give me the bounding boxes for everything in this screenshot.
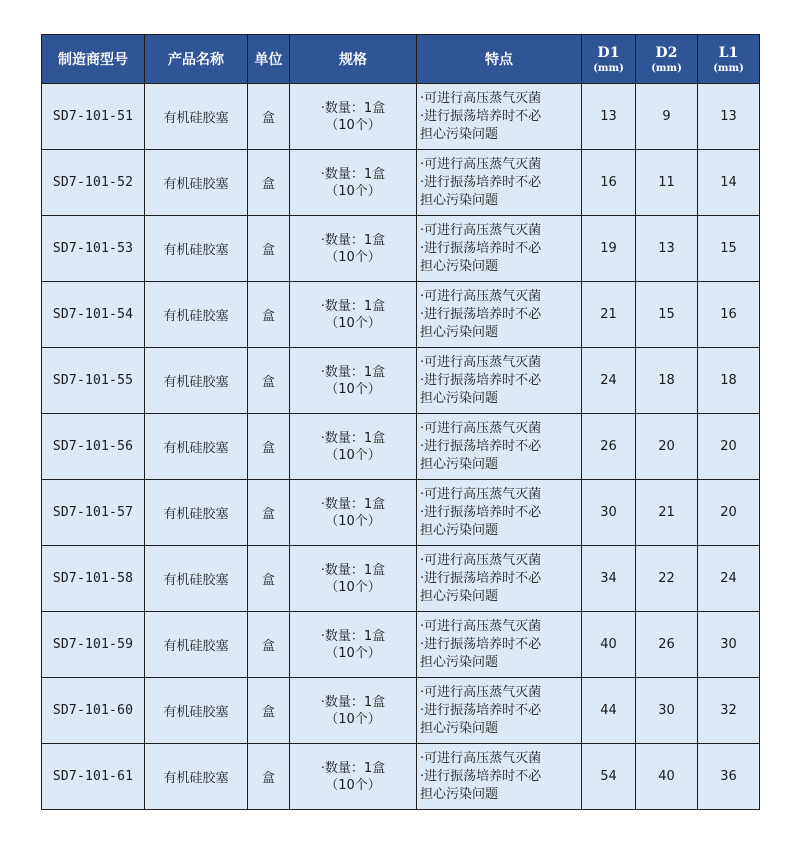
- feature-line-2: ·进行振荡培养时不必: [420, 174, 542, 190]
- cell-model: SD7-101-61: [42, 744, 145, 810]
- cell-d2: 9: [636, 84, 698, 150]
- cell-features: [417, 612, 582, 678]
- cell-model: SD7-101-55: [42, 348, 145, 414]
- cell-model: SD7-101-51: [42, 84, 145, 150]
- feature-line-2: ·进行振荡培养时不必: [420, 240, 542, 256]
- spec-quantity: ·数量：1盒: [320, 760, 386, 776]
- cell-d2: 26: [636, 612, 698, 678]
- cell-spec: [290, 150, 417, 216]
- cell-d2: 40: [636, 744, 698, 810]
- feature-line-2: ·进行振荡培养时不必: [420, 372, 542, 388]
- feature-line-2: ·进行振荡培养时不必: [420, 768, 542, 784]
- cell-product-name: 有机硅胶塞: [145, 744, 248, 810]
- spec-count: （10个）: [325, 183, 381, 199]
- header-d1: [582, 35, 636, 84]
- feature-line-3: 担心污染问题: [420, 720, 499, 736]
- feature-line-3: 担心污染问题: [420, 324, 499, 340]
- table-row: [42, 546, 760, 612]
- cell-spec: [290, 84, 417, 150]
- cell-d2: 22: [636, 546, 698, 612]
- cell-product-name: 有机硅胶塞: [145, 414, 248, 480]
- cell-d1: 21: [582, 282, 636, 348]
- cell-features: [417, 216, 582, 282]
- feature-line-1: ·可进行高压蒸气灭菌: [420, 684, 542, 700]
- cell-model: SD7-101-58: [42, 546, 145, 612]
- feature-line-1: ·可进行高压蒸气灭菌: [420, 288, 542, 304]
- spec-count: （10个）: [325, 777, 381, 793]
- feature-line-2: ·进行振荡培养时不必: [420, 108, 542, 124]
- feature-line-2: ·进行振荡培养时不必: [420, 438, 542, 454]
- cell-spec: [290, 414, 417, 480]
- cell-unit: 盒: [248, 612, 290, 678]
- spec-quantity: ·数量：1盒: [320, 694, 386, 710]
- cell-product-name: 有机硅胶塞: [145, 282, 248, 348]
- header-model: 制造商型号: [42, 35, 145, 84]
- cell-model: SD7-101-54: [42, 282, 145, 348]
- cell-l1: 13: [698, 84, 760, 150]
- cell-product-name: 有机硅胶塞: [145, 84, 248, 150]
- cell-unit: 盒: [248, 480, 290, 546]
- cell-d1: 26: [582, 414, 636, 480]
- spec-count: （10个）: [325, 381, 381, 397]
- header-unit: 单位: [248, 35, 290, 84]
- cell-unit: 盒: [248, 414, 290, 480]
- cell-l1: 16: [698, 282, 760, 348]
- cell-l1: 15: [698, 216, 760, 282]
- header-features: 特点: [417, 35, 582, 84]
- cell-l1: 18: [698, 348, 760, 414]
- cell-spec: [290, 744, 417, 810]
- feature-line-1: ·可进行高压蒸气灭菌: [420, 486, 542, 502]
- spec-count: （10个）: [325, 711, 381, 727]
- cell-model: SD7-101-57: [42, 480, 145, 546]
- spec-quantity: ·数量：1盒: [320, 232, 386, 248]
- cell-l1: 36: [698, 744, 760, 810]
- header-d2-label: D2: [655, 45, 678, 61]
- feature-line-3: 担心污染问题: [420, 654, 499, 670]
- table-row: [42, 678, 760, 744]
- cell-model: SD7-101-52: [42, 150, 145, 216]
- product-spec-table: [41, 34, 760, 810]
- cell-unit: 盒: [248, 150, 290, 216]
- cell-d1: 30: [582, 480, 636, 546]
- cell-product-name: 有机硅胶塞: [145, 546, 248, 612]
- header-d2-unit: (mm): [651, 63, 682, 74]
- feature-line-2: ·进行振荡培养时不必: [420, 636, 542, 652]
- cell-features: [417, 348, 582, 414]
- cell-d1: 54: [582, 744, 636, 810]
- cell-d1: 44: [582, 678, 636, 744]
- cell-d2: 11: [636, 150, 698, 216]
- feature-line-2: ·进行振荡培养时不必: [420, 570, 542, 586]
- cell-spec: [290, 546, 417, 612]
- cell-unit: 盒: [248, 546, 290, 612]
- feature-line-1: ·可进行高压蒸气灭菌: [420, 750, 542, 766]
- feature-line-3: 担心污染问题: [420, 192, 499, 208]
- header-d2: [636, 35, 698, 84]
- feature-line-3: 担心污染问题: [420, 456, 499, 472]
- cell-d1: 34: [582, 546, 636, 612]
- table-header-row: [42, 35, 760, 84]
- spec-quantity: ·数量：1盒: [320, 166, 386, 182]
- table-body: [42, 84, 760, 810]
- feature-line-3: 担心污染问题: [420, 258, 499, 274]
- cell-spec: [290, 282, 417, 348]
- feature-line-3: 担心污染问题: [420, 522, 499, 538]
- feature-line-1: ·可进行高压蒸气灭菌: [420, 618, 542, 634]
- cell-unit: 盒: [248, 348, 290, 414]
- cell-d2: 15: [636, 282, 698, 348]
- feature-line-3: 担心污染问题: [420, 126, 499, 142]
- header-product-name: 产品名称: [145, 35, 248, 84]
- table-row: [42, 414, 760, 480]
- feature-line-1: ·可进行高压蒸气灭菌: [420, 354, 542, 370]
- feature-line-1: ·可进行高压蒸气灭菌: [420, 420, 542, 436]
- spec-quantity: ·数量：1盒: [320, 496, 386, 512]
- cell-unit: 盒: [248, 678, 290, 744]
- cell-d2: 21: [636, 480, 698, 546]
- feature-line-3: 担心污染问题: [420, 786, 499, 802]
- cell-features: [417, 84, 582, 150]
- spec-quantity: ·数量：1盒: [320, 298, 386, 314]
- cell-product-name: 有机硅胶塞: [145, 480, 248, 546]
- cell-d1: 16: [582, 150, 636, 216]
- table-row: [42, 744, 760, 810]
- feature-line-1: ·可进行高压蒸气灭菌: [420, 222, 542, 238]
- cell-model: SD7-101-56: [42, 414, 145, 480]
- feature-line-2: ·进行振荡培养时不必: [420, 504, 542, 520]
- cell-model: SD7-101-59: [42, 612, 145, 678]
- spec-count: （10个）: [325, 513, 381, 529]
- cell-product-name: 有机硅胶塞: [145, 612, 248, 678]
- spec-count: （10个）: [325, 117, 381, 133]
- cell-features: [417, 282, 582, 348]
- table-row: [42, 282, 760, 348]
- cell-product-name: 有机硅胶塞: [145, 216, 248, 282]
- spec-quantity: ·数量：1盒: [320, 562, 386, 578]
- cell-product-name: 有机硅胶塞: [145, 150, 248, 216]
- table-row: [42, 150, 760, 216]
- spec-quantity: ·数量：1盒: [320, 100, 386, 116]
- cell-model: SD7-101-60: [42, 678, 145, 744]
- feature-line-3: 担心污染问题: [420, 588, 499, 604]
- cell-features: [417, 414, 582, 480]
- header-spec: 规格: [290, 35, 417, 84]
- table-row: [42, 84, 760, 150]
- spec-count: （10个）: [325, 315, 381, 331]
- cell-d2: 20: [636, 414, 698, 480]
- cell-l1: 14: [698, 150, 760, 216]
- feature-line-2: ·进行振荡培养时不必: [420, 702, 542, 718]
- cell-d1: 40: [582, 612, 636, 678]
- header-l1-unit: (mm): [713, 63, 744, 74]
- cell-d1: 13: [582, 84, 636, 150]
- header-d1-label: D1: [597, 45, 620, 61]
- feature-line-1: ·可进行高压蒸气灭菌: [420, 90, 542, 106]
- spec-count: （10个）: [325, 579, 381, 595]
- cell-spec: [290, 480, 417, 546]
- cell-unit: 盒: [248, 84, 290, 150]
- cell-features: [417, 150, 582, 216]
- cell-l1: 32: [698, 678, 760, 744]
- feature-line-3: 担心污染问题: [420, 390, 499, 406]
- cell-unit: 盒: [248, 282, 290, 348]
- table-row: [42, 348, 760, 414]
- cell-spec: [290, 678, 417, 744]
- cell-d2: 18: [636, 348, 698, 414]
- cell-l1: 20: [698, 480, 760, 546]
- cell-product-name: 有机硅胶塞: [145, 678, 248, 744]
- cell-model: SD7-101-53: [42, 216, 145, 282]
- table-row: [42, 612, 760, 678]
- feature-line-2: ·进行振荡培养时不必: [420, 306, 542, 322]
- feature-line-1: ·可进行高压蒸气灭菌: [420, 156, 542, 172]
- cell-l1: 30: [698, 612, 760, 678]
- cell-product-name: 有机硅胶塞: [145, 348, 248, 414]
- cell-features: [417, 546, 582, 612]
- spec-quantity: ·数量：1盒: [320, 430, 386, 446]
- cell-spec: [290, 348, 417, 414]
- header-d1-unit: (mm): [593, 63, 624, 74]
- cell-features: [417, 480, 582, 546]
- cell-l1: 24: [698, 546, 760, 612]
- cell-d2: 30: [636, 678, 698, 744]
- cell-features: [417, 744, 582, 810]
- cell-d1: 24: [582, 348, 636, 414]
- cell-d2: 13: [636, 216, 698, 282]
- header-l1-label: L1: [718, 45, 739, 61]
- table-row: [42, 480, 760, 546]
- cell-unit: 盒: [248, 216, 290, 282]
- cell-l1: 20: [698, 414, 760, 480]
- header-l1: [698, 35, 760, 84]
- cell-features: [417, 678, 582, 744]
- spec-quantity: ·数量：1盒: [320, 364, 386, 380]
- spec-quantity: ·数量：1盒: [320, 628, 386, 644]
- cell-spec: [290, 612, 417, 678]
- cell-unit: 盒: [248, 744, 290, 810]
- spec-count: （10个）: [325, 249, 381, 265]
- spec-count: （10个）: [325, 645, 381, 661]
- cell-d1: 19: [582, 216, 636, 282]
- cell-spec: [290, 216, 417, 282]
- feature-line-1: ·可进行高压蒸气灭菌: [420, 552, 542, 568]
- spec-count: （10个）: [325, 447, 381, 463]
- table-row: [42, 216, 760, 282]
